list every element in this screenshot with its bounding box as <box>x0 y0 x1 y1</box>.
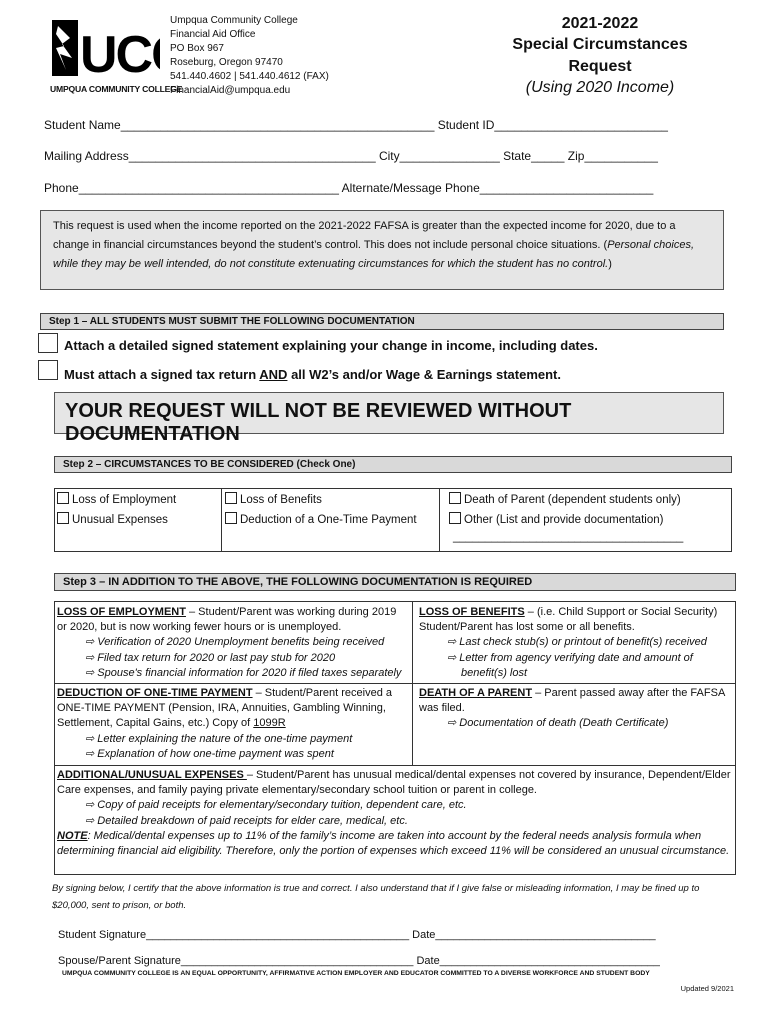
mailing-address-field[interactable]: Mailing Address_____________________________________ City_______________ State_____ Zip___________ <box>44 149 658 163</box>
ucc-logo <box>50 14 183 96</box>
option-unusual-expenses[interactable] <box>57 512 168 526</box>
step1-heading: Step 1 – ALL STUDENTS MUST SUBMIT THE FOLLOWING DOCUMENTATION <box>40 313 724 330</box>
form-title: Special Circumstances Request <box>512 36 688 75</box>
step1-checkbox-tax-return[interactable] <box>38 360 58 380</box>
section-title: LOSS OF EMPLOYMENT <box>57 606 186 618</box>
requirement-item: ⇨ Explanation of how one-time payment was spent <box>85 747 334 760</box>
address-line: PO Box 967 <box>170 43 224 54</box>
section-title: LOSS OF BENEFITS <box>419 606 525 618</box>
checkbox[interactable] <box>57 492 69 504</box>
checkbox[interactable] <box>225 512 237 524</box>
address-line: Umpqua Community College <box>170 15 298 26</box>
section-title: DEATH OF A PARENT <box>419 687 533 699</box>
student-signature-field[interactable]: Student Signature___________________________________________ Date____________________________________ <box>58 929 656 941</box>
death-of-parent-section <box>419 686 733 732</box>
address-line: 541.440.4602 | 541.440.4612 (FAX) <box>170 71 329 82</box>
award-year: 2021-2022 <box>561 15 639 32</box>
section-title: ADDITIONAL/UNUSUAL EXPENSES <box>57 769 247 781</box>
requirement-item: benefit(s) lost <box>461 666 528 679</box>
form-1099r: 1099R <box>253 717 286 730</box>
note-label: NOTE <box>57 829 88 842</box>
requirement-item: ⇨ Letter explaining the nature of the one-time payment <box>85 732 353 745</box>
address-line: FinancialAid@umpqua.edu <box>170 85 291 96</box>
section-text: – Student/Parent was working during 2019 or 2020, but is now working fewer hours or is unemployed. <box>57 606 397 634</box>
section-text: – Parent passed away after the FAFSA was filed. <box>419 687 725 715</box>
step3-heading: Step 3 – IN ADDITION TO THE ABOVE, THE FOLLOWING DOCUMENTATION IS REQUIRED <box>54 573 736 591</box>
requirement-item: ⇨ Filed tax return for 2020 or last pay stub for 2020 <box>85 651 336 664</box>
ucc-logo-mark <box>50 14 160 82</box>
certification-statement: By signing below, I certify that the above information is true and correct. I also understand that if I give false or misleading information, I may be fined up to $20,000, sent to prison, or both. <box>52 883 700 911</box>
step1-item-tax-return <box>64 367 561 382</box>
note <box>57 829 733 859</box>
option-one-time-payment[interactable] <box>225 512 417 526</box>
equal-opportunity-statement: UMPQUA COMMUNITY COLLEGE IS AN EQUAL OPPORTUNITY, AFFIRMATIVE ACTION EMPLOYER AND EDUCATOR COMMITTED TO A DIVERSE WORKFORCE AND STUDENT BODY <box>62 970 650 977</box>
address-line: Financial Aid Office <box>170 29 256 40</box>
step1-checkbox-statement[interactable] <box>38 333 58 353</box>
requirement-item: ⇨ Copy of paid receipts for elementary/secondary tuition, dependent care, etc. <box>85 799 467 812</box>
one-time-payment-section <box>57 686 409 762</box>
step2-heading: Step 2 – CIRCUMSTANCES TO BE CONSIDERED (Check One) <box>54 456 732 473</box>
option-other[interactable] <box>449 512 663 526</box>
option-label: Deduction of a One-Time Payment <box>240 514 417 526</box>
checkbox[interactable] <box>225 492 237 504</box>
note-text: : Medical/dental expenses up to 11% of the family’s income are taken into account by the federal needs analysis formula when determining financial aid eligibility. Therefore, only the portion of expenses which exceed 11% will be considered an unusual circumstance. <box>57 829 730 858</box>
tax-return-rest: all W2’s and/or Wage & Earnings statement. <box>287 367 561 382</box>
form-title-block <box>485 14 715 98</box>
option-label: Unusual Expenses <box>72 514 168 526</box>
requirement-item: ⇨ Letter from agency verifying date and amount of <box>447 651 693 664</box>
spouse-parent-signature-field[interactable]: Spouse/Parent Signature______________________________________ Date____________________________________ <box>58 955 660 967</box>
requirement-item: ⇨ Detailed breakdown of paid receipts for elder care, medical, etc. <box>85 814 408 827</box>
tax-return-and: AND <box>259 367 288 382</box>
phone-field[interactable]: Phone_______________________________________ Alternate/Message Phone__________________________ <box>44 181 654 195</box>
requirement-item: ⇨ Last check stub(s) or printout of benefit(s) received <box>447 636 707 649</box>
requirement-item: ⇨ Spouse's financial information for 2020 if filed taxes separately <box>85 666 402 679</box>
section-text: – (i.e. Child Support or Social Security) Student/Parent has lost some or all benefits. <box>419 606 718 634</box>
step1-item-statement: Attach a detailed signed statement explaining your change in income, including dates. <box>64 338 598 353</box>
requirement-item: ⇨ Verification of 2020 Unemployment benefits being received <box>85 636 385 649</box>
student-name-id-field[interactable]: Student Name_______________________________________________ Student ID__________________________ <box>44 118 668 132</box>
section-text: – Student/Parent has unusual medical/dental expenses not covered by insurance, Dependent/Elder Care expenses, and family paying private elementary/secondary school tuition or parent in college. <box>57 769 731 797</box>
form-subtitle: (Using 2020 Income) <box>525 79 675 96</box>
additional-expenses-section <box>57 768 733 859</box>
checkbox[interactable] <box>57 512 69 524</box>
section-text: – Student/Parent received a ONE-TIME PAYMENT (Pension, IRA, Annuities, Gambling Winning, Settlement, Capital Gains, etc.) Copy of <box>57 687 392 730</box>
option-label: Loss of Employment <box>72 494 177 506</box>
option-label: Death of Parent (dependent students only) <box>464 494 681 506</box>
logo-wordmark: UMPQUA COMMUNITY COLLEGE <box>50 84 183 94</box>
address-line: Roseburg, Oregon 97470 <box>170 57 283 68</box>
tax-return-text: Must attach a signed tax return <box>64 367 260 382</box>
option-loss-of-employment[interactable] <box>57 492 176 506</box>
updated-date: Updated 9/2021 <box>680 984 734 993</box>
documentation-warning: YOUR REQUEST WILL NOT BE REVIEWED WITHOUT DOCUMENTATION <box>54 392 724 434</box>
intro-box <box>40 210 724 290</box>
other-description-field[interactable]: ____________________________________ <box>453 531 684 543</box>
loss-of-employment-section <box>57 605 409 681</box>
svg-text:UCC: UC <box>80 26 152 82</box>
intro-italic: Personal choices, while they may be well intended, do not constitute extenuating circumstances for which the student has no control. <box>53 239 695 270</box>
option-death-of-parent[interactable] <box>449 492 681 506</box>
requirement-item: ⇨ Documentation of death (Death Certificate) <box>447 717 669 730</box>
section-title: DEDUCTION OF ONE-TIME PAYMENT <box>57 687 253 699</box>
office-address <box>170 14 329 98</box>
option-label: Other (List and provide documentation) <box>464 514 664 526</box>
circumstances-grid <box>54 488 732 552</box>
checkbox[interactable] <box>449 492 461 504</box>
option-label: Loss of Benefits <box>240 494 322 506</box>
option-loss-of-benefits[interactable] <box>225 492 322 506</box>
intro-close: ) <box>608 258 612 270</box>
documentation-requirements <box>54 601 736 875</box>
loss-of-benefits-section <box>419 605 733 681</box>
intro-text: This request is used when the income reported on the 2021-2022 FAFSA is greater than the expected income for 2020, due to a change in financial circumstances beyond the student’s control. This does not include personal choice situations. ( <box>53 220 676 251</box>
checkbox[interactable] <box>449 512 461 524</box>
